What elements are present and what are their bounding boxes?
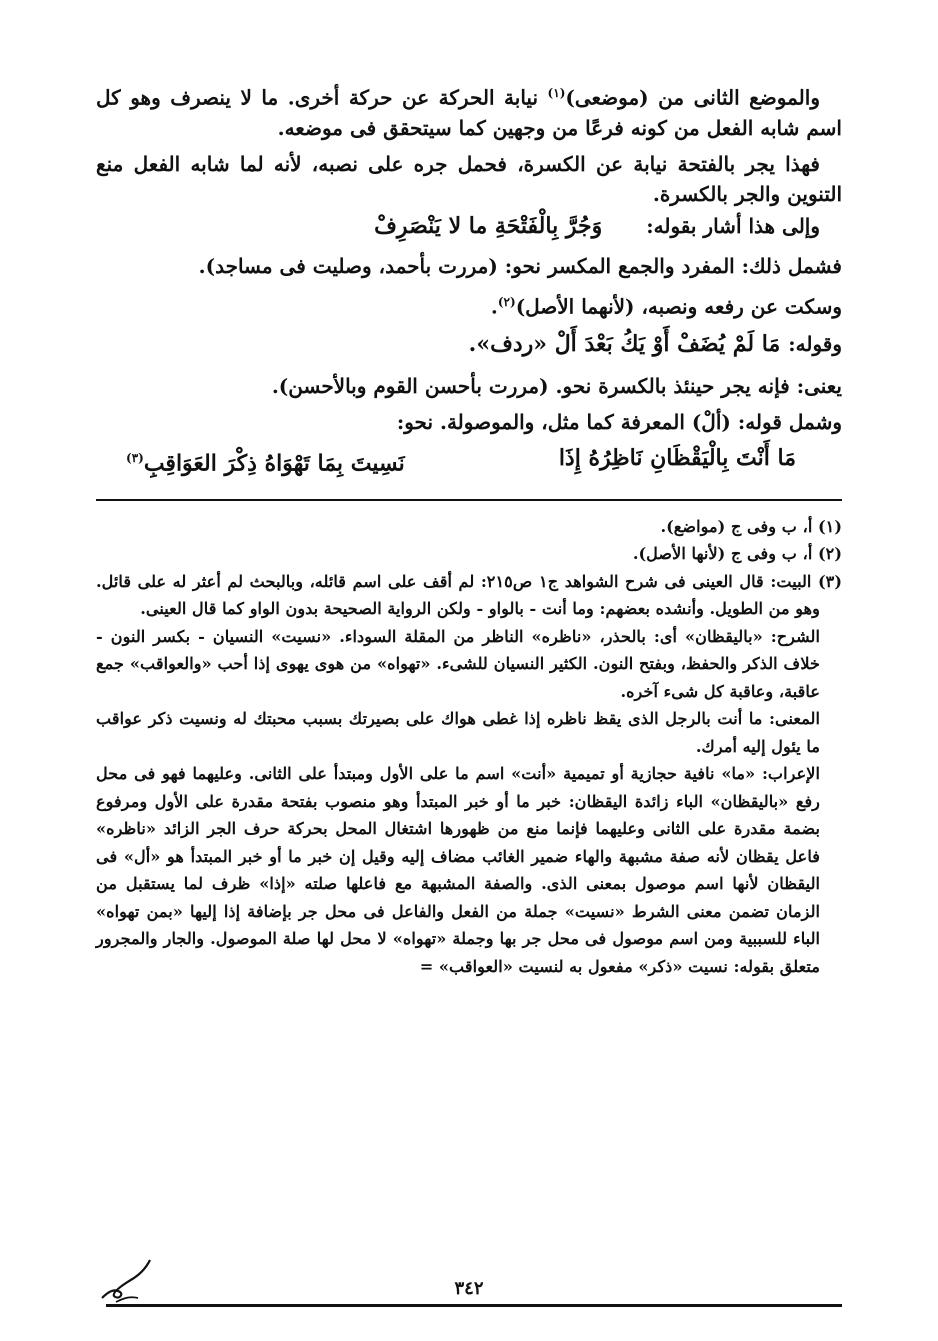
page-number: ٣٤٢	[454, 1278, 484, 1299]
poem-line	[96, 437, 842, 480]
footer-rule	[106, 1304, 842, 1307]
footnote-3-source: (٣) البيت: قال العينى فى شرح الشواهد ج١ ص٢١٥: لم أقف على اسم قائله، وبالبحث لم أعثر له على قائل. وهو من الطويل. وأنشده بعضهم: وما أنت - بالواو - ولكن الرواية الصحيحة بدون الواو كما قال العينى.	[96, 571, 842, 619]
paragraph-4: فشمل ذلك: المفرد والجمع المكسر نحو: (مررت بأحمد، وصليت فى مساجد).	[198, 253, 842, 278]
footnote-ref-2: (٢)	[497, 294, 516, 309]
verse-line-1	[96, 209, 842, 243]
page-body	[96, 78, 842, 980]
verse-intro: وإلى هذا أشار بقوله:	[646, 213, 820, 238]
footnotes	[96, 513, 842, 981]
paragraph-2: فهذا يجر بالفتحة نيابة عن الكسرة، فحمل جره على نصبه، لأنه لما شابه الفعل منع التنوين والجر بالكسرة.	[96, 151, 842, 206]
text-span: نَسِيتَ بِمَا تَهْوَاهُ ذِكْرَ العَوَاقِبِ	[143, 450, 405, 477]
footnote-3-maana: المعنى: ما أنت بالرجل الذى يقظ ناظره إذا غطى هواك على بصيرتك بسبب محبتك له ونسيت ذكر عواقب ما يئول إليه أمرك.	[96, 709, 820, 756]
page-footer	[96, 1278, 842, 1308]
paragraph-8: وشمل قوله: (ألْ) المعرفة كما مثل، والموصولة. نحو:	[396, 410, 842, 435]
poem-hemistich-first: مَا أَنْتَ بِالْيَقْظَانِ نَاظِرُهُ إِذَا	[558, 445, 796, 472]
verse-text: مَا لَمْ يُضَفْ أَوْ يَكُ بَعْدَ أَلْ «ردف».	[468, 331, 781, 358]
text-span: والموضع الثانى من (موضعى)	[565, 85, 820, 110]
paragraph-7: يعنى: فإنه يجر حينئذ بالكسرة نحو. (مررت بأحسن القوم وبالأحسن).	[271, 374, 842, 399]
footnote-ref-3: (٣)	[126, 451, 144, 466]
footnote-divider	[96, 499, 842, 501]
main-text	[96, 78, 842, 481]
verse-intro: وقوله:	[788, 332, 842, 357]
verse-line-2	[96, 327, 842, 361]
paragraph-1	[96, 78, 842, 143]
text-span: .	[490, 294, 498, 319]
footnote-2: (٢) أ، ب وفى ج (لأنها الأصل).	[632, 544, 842, 564]
verse-text: وَجُرَّ بِالْفَتْحَةِ ما لا يَنْصَرِفْ	[374, 212, 603, 239]
text-span: نيابة الحركة عن حركة أخرى. ما لا ينصرف وهو كل اسم شابه الفعل من كونه فرعًا من وجهين كما سيتحقق فى موضعه.	[96, 85, 842, 140]
poem-hemistich-second	[126, 441, 405, 480]
footnote-ref-1: (١)	[547, 86, 566, 100]
paragraph-5	[96, 287, 842, 322]
text-span: وسكت عن رفعه ونصبه، (لأنهما الأصل)	[515, 294, 842, 319]
footnote-3-sharh: الشرح: «باليقظان» أى: بالحذر، «ناظره» الناظر من المقلة السوداء. «نسيت» النسيان - بكسر النون - خلاف الذكر والحفظ، وبفتح النون. الكثير النسيان للشىء. «تهواه» من هوى يهوى إذا أحب «والعواقب» جمع عاقبة، وعاقبة كل شىء آخره.	[96, 626, 820, 701]
footnote-3-irab: الإعراب: «ما» نافية حجازية أو تميمية «أنت» اسم ما على الأول ومبتدأ على الثانى. وعليهما فهو فى محل رفع «باليقظان» الباء زائدة اليقظان: خبر ما أو خبر المبتدأ وهو منصوب بفتحة مقدرة على الأول ومرفوع بضمة مقدرة على الثانى وعليهما فإنما منع من ظهورها اشتغال المحل بحركة حرف الجر الزائد «ناظره» فاعل يقظان لأنه صفة مشبهة والهاء ضمير الغائب مضاف إليه وقيل إن خبر ما أو خبر المبتدأ هو «أل» فى اليقظان لأنها اسم موصول بمعنى الذى. والصفة المشبهة مع فاعلها صلته «إذا» ظرف لما يستقبل من الزمان تضمن معنى الشرط «نسيت» جملة من الفعل والفاعل فى محل جر بإضافة إذا إليها «بمن تهواه» الباء للسببية ومن اسم موصول فى محل جر بها وجملة «تهواه» لا محل لها صلة الموصول. والجار والمجرور متعلق بقوله: نسيت «ذكر» مفعول به لنسيت «العواقب» =	[96, 764, 820, 976]
signature-flourish-icon	[94, 1248, 154, 1308]
footnote-1: (١) أ، ب وفى ج (مواضع).	[660, 516, 842, 536]
